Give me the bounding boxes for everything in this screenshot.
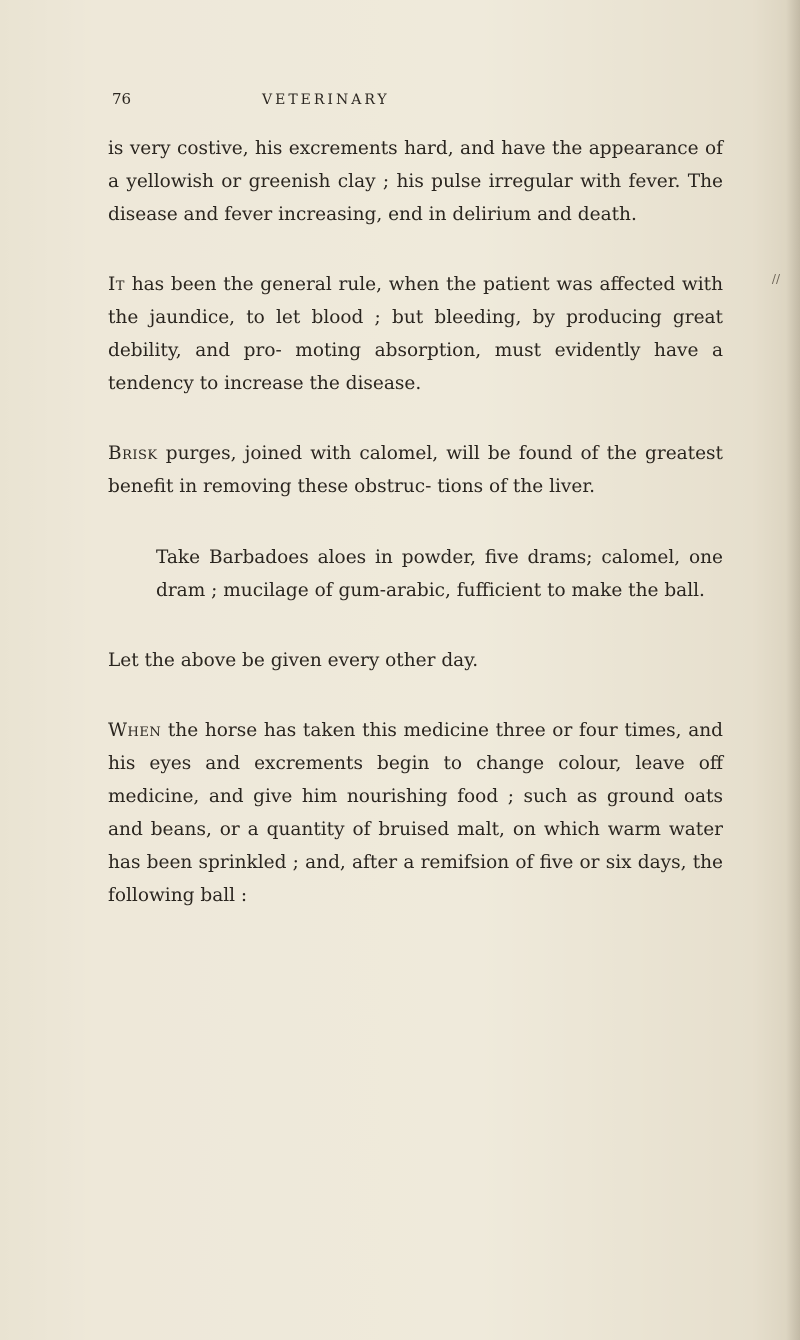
- paragraph-bleeding: [108, 268, 723, 400]
- page-edge-shadow: [786, 0, 800, 1340]
- paragraph-lead: It: [108, 274, 125, 295]
- page-header: [112, 90, 722, 114]
- margin-mark: //: [771, 272, 780, 286]
- paragraph-recipe: [156, 541, 723, 607]
- paragraph-text: has been the general rule, when the patient was affected with the jaundice, to let blood ; but bleeding, by producing great debility, and pro- moting absorption, must evidently have a tendency to increase the disease.: [108, 274, 723, 394]
- page-number: 76: [112, 90, 132, 108]
- paragraph-text: is very costive, his excrements hard, and have the appearance of a yellowish or greenish clay ; his pulse irregular with fever. The disease and fever increasing, end in delirium and death.: [108, 138, 723, 225]
- paragraph-dosage: [108, 644, 723, 677]
- running-head: VETERINARY: [262, 92, 390, 108]
- paragraph-purges: [108, 437, 723, 503]
- body-text: [108, 132, 723, 912]
- paragraph-text: purges, joined with calomel, will be found of the greatest benefit in removing these obstruc- tions of the liver.: [108, 443, 723, 497]
- paragraph-lead: When: [108, 720, 162, 741]
- paragraph-aftercare: [108, 714, 723, 912]
- paragraph-text: Take Barbadoes aloes in powder, five drams; calomel, one dram ; mucilage of gum-arabic, fufficient to make the ball.: [156, 547, 723, 601]
- paragraph-text: the horse has taken this medicine three or four times, and his eyes and excrements begin to change colour, leave off medicine, and give him nourishing food ; such as ground oats and beans, or a quantity of bruised malt, on which warm water has been sprinkled ; and, after a remifsion of five or six days, the following ball :: [108, 720, 723, 906]
- paragraph-symptoms: [108, 132, 723, 231]
- paragraph-lead: Brisk: [108, 443, 158, 464]
- paragraph-text: Let the above be given every other day.: [108, 650, 479, 671]
